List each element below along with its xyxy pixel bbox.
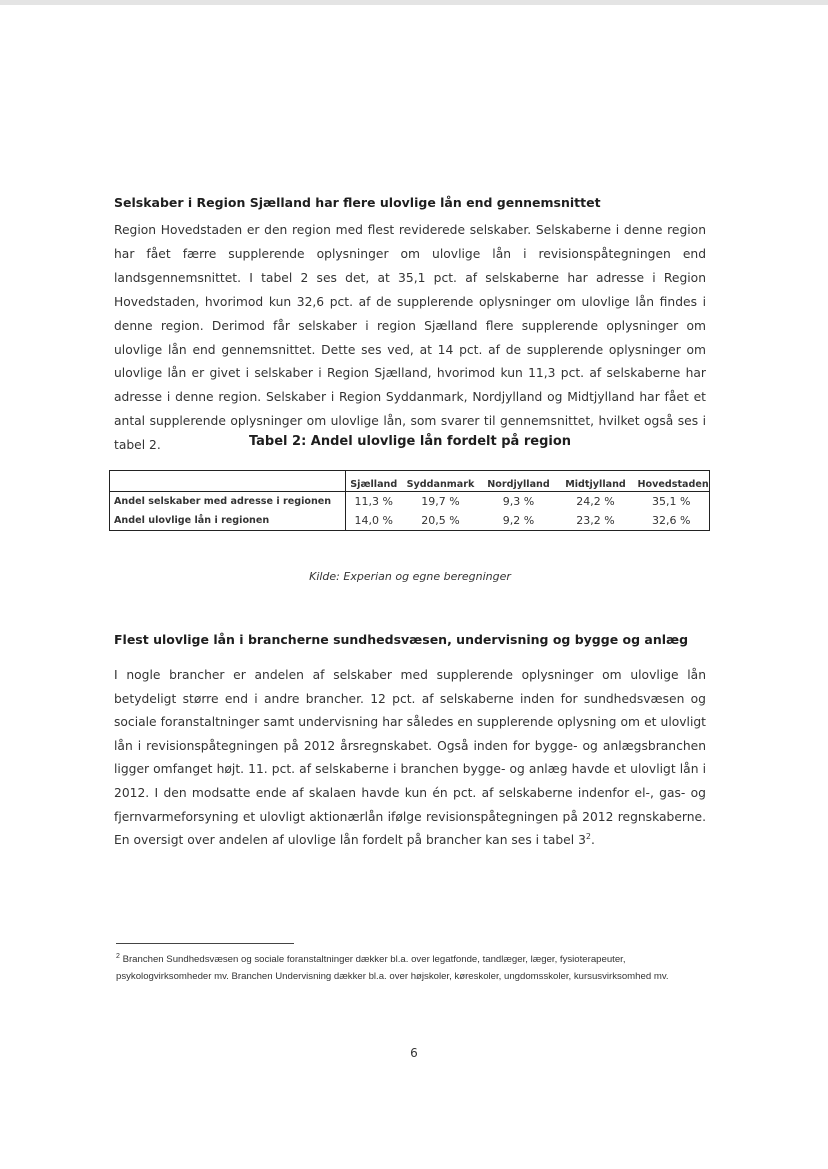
table-cell: 23,2 % xyxy=(558,511,634,531)
section-heading-region: Selskaber i Region Sjælland har flere ulovlige lån end gennemsnittet xyxy=(114,195,601,210)
table-cell: 20,5 % xyxy=(402,511,480,531)
section-paragraph-branches: I nogle brancher er andelen af selskaber med supplerende oplysninger om ulovlige lån betydeligt større end i andre brancher. 12 pct. af selskaberne inden for sundhedsvæsen og sociale foranstaltninger samt undervisning har således en supplerende oplysning om et ulovligt lån i revisionspåtegningen på 2012 årsregnskabet. Også inden for bygge- og anlægsbranchen ligger omfanget højt. 11. pct. af selskaberne i branchen bygge- og anlæg havde et ulovligt lån i 2012. I den modsatte ende af skalaen havde kun én pct. af selskaberne indenfor el-, gas- og fjernvarmeforsyning et ulovligt aktionærlån ifølge revisionspåtegningen på 2012 regnskaberne. En oversigt over andelen af ulovlige lån fordelt på brancher kan ses i tabel $3^2$. xyxy=(114,668,706,848)
footnote-text: Branchen Sundhedsvæsen og sociale foranstaltninger dækker bl.a. over legatfonde, tandlæger, læger, fysioterapeuter, psykologvirksomheder mv. Branchen Undervisning dækker bl.a. over højskoler, køreskoler, ungdomsskoler, kursusvirksomhed mv. xyxy=(116,954,669,982)
footnote-divider xyxy=(116,943,294,944)
table-cell: 24,2 % xyxy=(576,495,615,508)
row-label: Andel selskaber med adresse i regionen xyxy=(110,492,346,512)
page-number: 6 xyxy=(410,1046,418,1060)
column-header: Nordjylland xyxy=(480,471,558,492)
table-source: Kilde: Experian og egne beregninger xyxy=(309,570,511,583)
table-caption: Tabel 2: Andel ulovlige lån fordelt på region xyxy=(248,434,572,449)
table-cell: 35,1 % xyxy=(634,492,710,512)
column-header: Hovedstaden xyxy=(634,471,710,492)
column-header: Syddanmark xyxy=(402,471,480,492)
column-header: Sjælland xyxy=(346,471,402,492)
table-cell: 9,2 % xyxy=(480,511,558,531)
table-cell: 11,3 % xyxy=(354,495,393,508)
table-cell: 14,0 % xyxy=(346,511,402,531)
footnote-number: 2 xyxy=(116,952,120,960)
table-cell: 19,7 % xyxy=(421,495,460,508)
footnote-ref[interactable]: 2 xyxy=(585,832,591,842)
section-paragraph-region: Region Hovedstaden er den region med flest reviderede selskaber. Selskaberne i denne region har fået færre supplerende oplysninger om ulovlige lån i revisionspåtegningen end landsgennemsnittet. I tabel 2 ses det, at 35,1 pct. af selskaberne har adresse i Region Hovedstaden, hvorimod kun 32,6 pct. af de supplerende oplysninger om ulovlige lån findes i denne region. Derimod får selskaber i region Sjælland flere supplerende oplysninger om ulovlige lån end gennemsnittet. Dette ses ved, at 14 pct. af de supplerende oplysninger om ulovlige lån er givet i selskaber i Region Sjælland, hvorimod kun 11,3 pct. af selskaberne har adresse i denne region. Selskaber i Region Syddanmark, Nordjylland og Midtjylland har fået et antal supplerende oplysninger om ulovlige lån, som svarer til gennemsnittet, hvilket også ses i tabel 2. xyxy=(114,223,706,453)
region-table xyxy=(109,470,710,531)
footnote xyxy=(116,952,704,985)
table-cell: 32,6 % xyxy=(634,511,710,531)
table-cell: 9,3 % xyxy=(502,495,535,508)
table-row xyxy=(110,492,710,512)
column-header: Midtjylland xyxy=(558,471,634,492)
section-heading-branches: Flest ulovlige lån i brancherne sundhedsvæsen, undervisning og bygge og anlæg xyxy=(114,632,689,647)
table-row xyxy=(110,511,710,531)
row-label: Andel ulovlige lån i regionen xyxy=(110,511,346,531)
table-corner-cell xyxy=(110,471,346,492)
paragraph-text: I nogle brancher er andelen af selskaber med supplerende oplysninger om ulovlige lån betydeligt større end i andre brancher. 12 pct. af selskaberne inden for sundhedsvæsen og sociale foranstaltninger samt undervisning har således en supplerende oplysning om et ulovligt lån i revisionspåtegningen på 2012 årsregnskabet. Også inden for bygge- og anlægsbranchen ligger omfanget højt. 11. pct. af selskaberne i branchen bygge- og anlæg havde et ulovligt lån i 2012. I den modsatte ende af skalaen havde kun én pct. af selskaberne indenfor el-, gas- og fjernvarmeforsyning et ulovligt aktionærlån ifølge revisionspåtegningen på 2012 regnskaberne. En oversigt over andelen af ulovlige lån fordelt på brancher kan ses i tabel 3 xyxy=(114,668,706,848)
